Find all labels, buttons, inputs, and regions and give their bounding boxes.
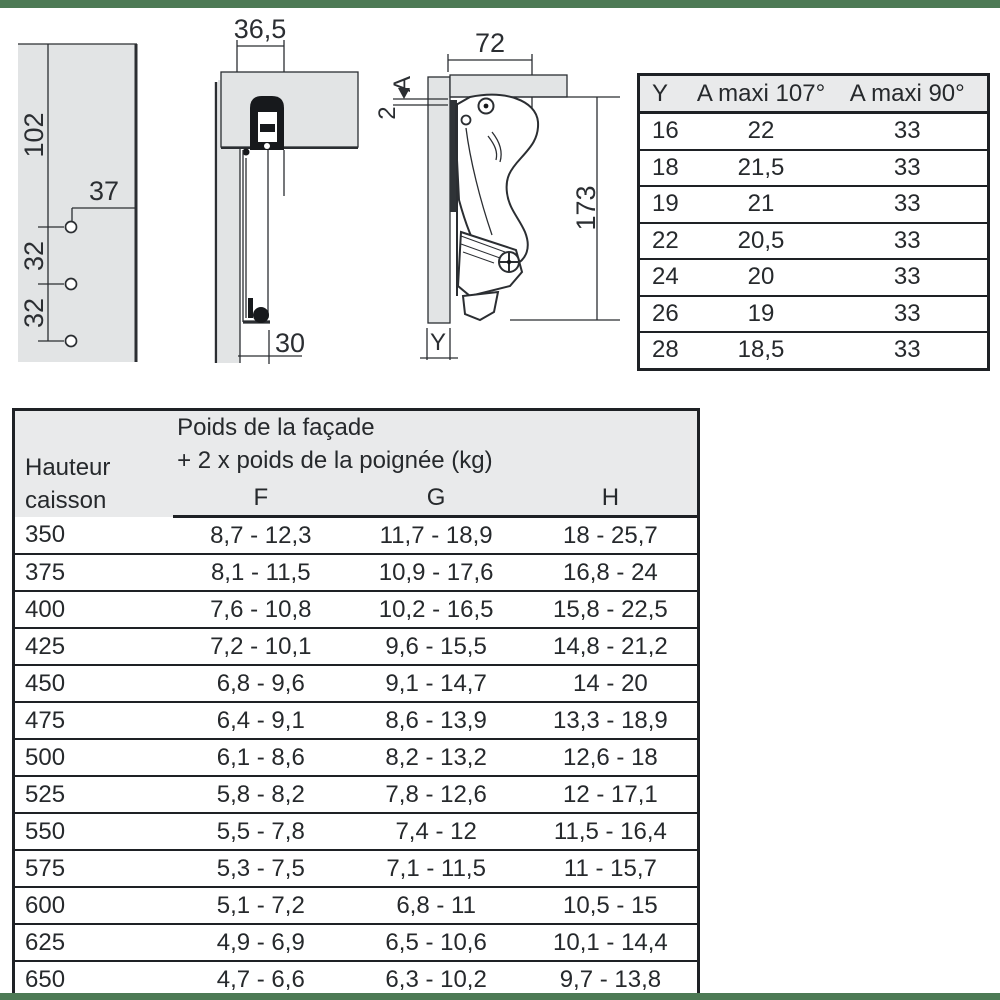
table-cell: 33 bbox=[828, 150, 989, 187]
table-row bbox=[639, 223, 989, 260]
header-line: Poids de la façade bbox=[177, 414, 375, 441]
table-row bbox=[639, 150, 989, 187]
table-cell: 575 bbox=[14, 850, 174, 887]
table-cell: 18 bbox=[639, 150, 695, 187]
table-cell: 600 bbox=[14, 887, 174, 924]
table-row bbox=[14, 739, 699, 776]
table-cell: 22 bbox=[695, 113, 828, 150]
column-header-y: Y bbox=[639, 75, 695, 113]
dim-2-label: 2 bbox=[374, 106, 401, 120]
header-line: Hauteur bbox=[25, 453, 111, 481]
table-cell: 6,8 - 9,6 bbox=[173, 665, 348, 702]
table-cell: 24 bbox=[639, 259, 695, 296]
table-cell: 6,4 - 9,1 bbox=[173, 702, 348, 739]
table-cell: 8,2 - 13,2 bbox=[348, 739, 523, 776]
table-cell: 425 bbox=[14, 628, 174, 665]
table-cell: 11 - 15,7 bbox=[524, 850, 699, 887]
table-cell: 14 - 20 bbox=[524, 665, 699, 702]
drill-hole bbox=[66, 279, 77, 290]
table-cell: 20 bbox=[695, 259, 828, 296]
table-cell: 33 bbox=[828, 332, 989, 369]
facade-weight-table bbox=[12, 408, 700, 1000]
table-row bbox=[14, 924, 699, 961]
dim-37-label: 37 bbox=[88, 176, 120, 206]
table-cell: 9,7 - 13,8 bbox=[524, 961, 699, 999]
table-cell: 28 bbox=[639, 332, 695, 369]
table-cell: 13,3 - 18,9 bbox=[524, 702, 699, 739]
span-header-poids bbox=[173, 410, 698, 478]
table-cell: 550 bbox=[14, 813, 174, 850]
table-row bbox=[639, 332, 989, 369]
bottom-accent-bar bbox=[0, 993, 1000, 1000]
table-cell: 33 bbox=[828, 259, 989, 296]
header-line: + 2 x poids de la poignée (kg) bbox=[177, 447, 493, 474]
table-cell: 5,3 - 7,5 bbox=[173, 850, 348, 887]
dim-173-label: 173 bbox=[571, 185, 601, 231]
table-cell: 8,1 - 11,5 bbox=[173, 554, 348, 591]
table-cell: 475 bbox=[14, 702, 174, 739]
table-cell: 450 bbox=[14, 665, 174, 702]
table-row bbox=[639, 186, 989, 223]
table-cell: 33 bbox=[828, 296, 989, 333]
table-cell: 5,1 - 7,2 bbox=[173, 887, 348, 924]
table-cell: 19 bbox=[695, 296, 828, 333]
table-cell: 22 bbox=[639, 223, 695, 260]
table-cell: 7,4 - 12 bbox=[348, 813, 523, 850]
table-cell: 10,1 - 14,4 bbox=[524, 924, 699, 961]
table-cell: 12,6 - 18 bbox=[524, 739, 699, 776]
table-row bbox=[639, 259, 989, 296]
dim-102-label: 102 bbox=[19, 112, 49, 158]
table-cell: 9,1 - 14,7 bbox=[348, 665, 523, 702]
table-cell: 350 bbox=[14, 517, 174, 555]
column-header-hauteur-caisson bbox=[14, 410, 174, 517]
table-cell: 16,8 - 24 bbox=[524, 554, 699, 591]
table-cell: 7,8 - 12,6 bbox=[348, 776, 523, 813]
table-row bbox=[14, 850, 699, 887]
mechanism-closed-drawing bbox=[216, 40, 358, 364]
table-cell: 33 bbox=[828, 113, 989, 150]
table-cell: 14,8 - 21,2 bbox=[524, 628, 699, 665]
table-cell: 5,8 - 8,2 bbox=[173, 776, 348, 813]
table-row bbox=[639, 113, 989, 150]
column-header-h: H bbox=[524, 477, 699, 517]
table-header bbox=[14, 410, 699, 517]
table-cell: 500 bbox=[14, 739, 174, 776]
table-cell: 7,1 - 11,5 bbox=[348, 850, 523, 887]
header-line: caisson bbox=[25, 486, 107, 514]
table-cell: 16 bbox=[639, 113, 695, 150]
table-cell: 11,7 - 18,9 bbox=[348, 517, 523, 555]
table-cell: 18 - 25,7 bbox=[524, 517, 699, 555]
table-row bbox=[14, 628, 699, 665]
table-cell: 5,5 - 7,8 bbox=[173, 813, 348, 850]
table-cell: 625 bbox=[14, 924, 174, 961]
table-cell: 400 bbox=[14, 591, 174, 628]
table-row bbox=[14, 776, 699, 813]
table-cell: 6,1 - 8,6 bbox=[173, 739, 348, 776]
table-row bbox=[14, 591, 699, 628]
table-cell: 26 bbox=[639, 296, 695, 333]
technical-drawings bbox=[0, 0, 640, 400]
table-cell: 15,8 - 22,5 bbox=[524, 591, 699, 628]
table-cell: 375 bbox=[14, 554, 174, 591]
table-cell: 12 - 17,1 bbox=[524, 776, 699, 813]
table-header bbox=[639, 75, 989, 113]
table-row bbox=[14, 813, 699, 850]
drill-hole bbox=[66, 222, 77, 233]
table-cell: 18,5 bbox=[695, 332, 828, 369]
table-cell: 6,5 - 10,6 bbox=[348, 924, 523, 961]
table-cell: 11,5 - 16,4 bbox=[524, 813, 699, 850]
column-header-a-maxi-107: A maxi 107° bbox=[695, 75, 828, 113]
dim-32b-label: 32 bbox=[19, 297, 49, 329]
table-row bbox=[14, 665, 699, 702]
drill-hole bbox=[66, 336, 77, 347]
table-cell: 21,5 bbox=[695, 150, 828, 187]
table-cell: 650 bbox=[14, 961, 174, 999]
table-cell: 10,9 - 17,6 bbox=[348, 554, 523, 591]
table-cell: 8,6 - 13,9 bbox=[348, 702, 523, 739]
table-row bbox=[14, 702, 699, 739]
table-row bbox=[14, 554, 699, 591]
table-cell: 10,2 - 16,5 bbox=[348, 591, 523, 628]
dim-32a-label: 32 bbox=[19, 240, 49, 272]
table-cell: 6,3 - 10,2 bbox=[348, 961, 523, 999]
table-cell: 7,6 - 10,8 bbox=[173, 591, 348, 628]
table-row bbox=[14, 517, 699, 555]
table-cell: 9,6 - 15,5 bbox=[348, 628, 523, 665]
table-row bbox=[14, 887, 699, 924]
table-cell: 19 bbox=[639, 186, 695, 223]
table-cell: 525 bbox=[14, 776, 174, 813]
column-header-a-maxi-90: A maxi 90° bbox=[828, 75, 989, 113]
dim-72-label: 72 bbox=[474, 28, 506, 58]
table-cell: 33 bbox=[828, 223, 989, 260]
dim-A-label: A bbox=[389, 75, 416, 93]
table-cell: 10,5 - 15 bbox=[524, 887, 699, 924]
table-row bbox=[639, 296, 989, 333]
table-cell: 7,2 - 10,1 bbox=[173, 628, 348, 665]
table-cell: 33 bbox=[828, 186, 989, 223]
dim-30-label: 30 bbox=[275, 328, 306, 358]
opening-angle-table bbox=[637, 73, 990, 371]
dim-365-label: 36,5 bbox=[233, 14, 287, 44]
table-cell: 8,7 - 12,3 bbox=[173, 517, 348, 555]
table-cell: 20,5 bbox=[695, 223, 828, 260]
table-cell: 21 bbox=[695, 186, 828, 223]
table-cell: 4,7 - 6,6 bbox=[173, 961, 348, 999]
column-header-g: G bbox=[348, 477, 523, 517]
table-cell: 4,9 - 6,9 bbox=[173, 924, 348, 961]
column-header-f: F bbox=[173, 477, 348, 517]
pivot bbox=[462, 116, 471, 125]
dim-Y-label: Y bbox=[429, 329, 447, 356]
table-cell: 6,8 - 11 bbox=[348, 887, 523, 924]
